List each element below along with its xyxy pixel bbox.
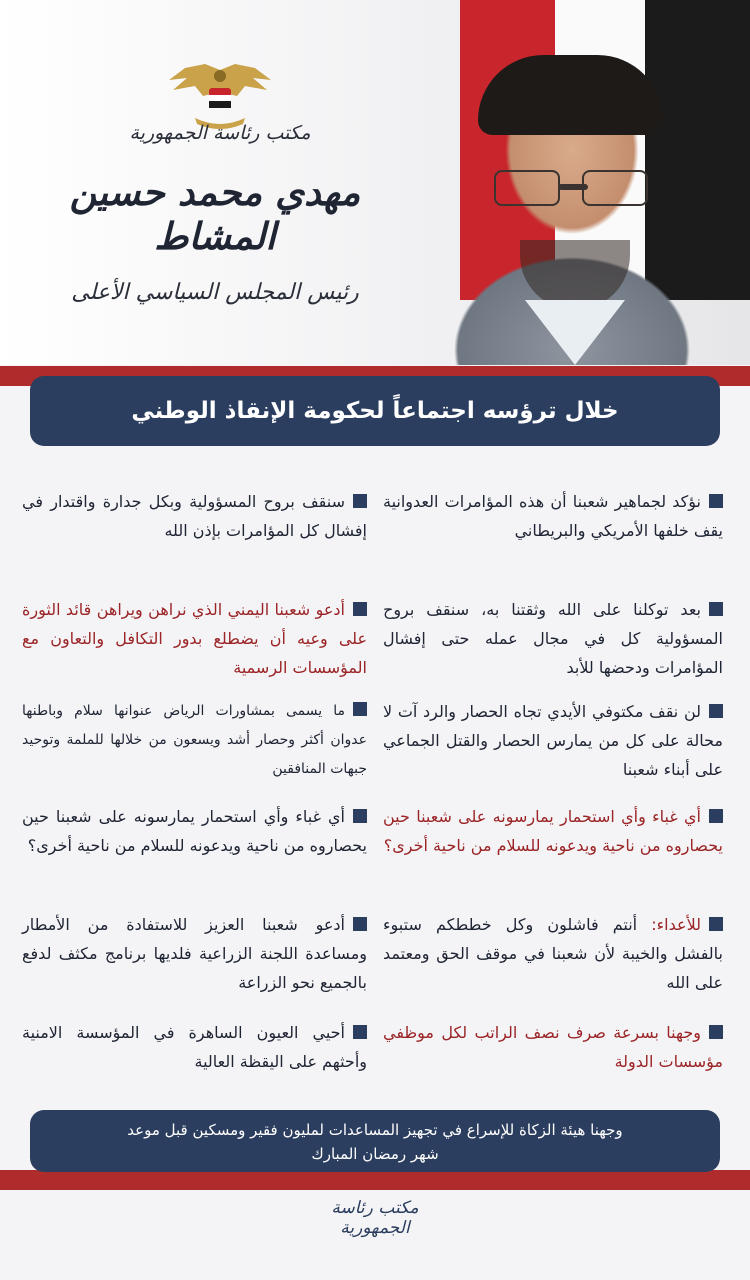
office-name: مكتب رئاسة الجمهورية [129,122,311,144]
statement-text: سنقف بروح المسؤولية وبكل جدارة واقتدار في إفشال كل المؤامرات بإذن الله [22,492,367,540]
bullet-square-icon [353,602,367,616]
bullet-square-icon [709,917,723,931]
leader-title: رئيس المجلس السياسي الأعلى [71,280,359,305]
statement-right-2 [383,595,723,682]
portrait-glasses [486,170,656,206]
bullet-square-icon [353,809,367,823]
statement-left-4 [22,802,367,860]
leader-name: مهدي محمد حسين المشاط [69,170,361,259]
statement-text: ما يسمى بمشاورات الرياض عنوانها سلام وباطنها عدوان أكثر وحصار أشد ويسعون من خلالها للملمة وتوحيد جبهات المنافقين [22,703,367,777]
bullet-square-icon [709,809,723,823]
bullet-square-icon [709,494,723,508]
statement-right-3 [383,697,723,784]
bullet-square-icon [353,702,367,716]
statement-left-6 [22,1018,367,1076]
statement-text: أي غباء وأي استحمار يمارسونه على شعبنا حين يحصاروه من ناحية ويدعونه للسلام من ناحية أخرى؟ [383,807,723,855]
statement-text: أدعو شعبنا اليمني الذي نراهن ويراهن قائد الثورة على وعيه أن يضطلع بدور التكافل والتعاون مع المؤسسات الرسمية [22,600,367,677]
statement-text: أحيي العيون الساهرة في المؤسسة الامنية وأحثهم على اليقظة العالية [22,1023,367,1071]
bottom-banner [30,1110,720,1172]
statement-right-6 [383,1018,723,1076]
statement-text: لن نقف مكتوفي الأيدي تجاه الحصار والرد آت لا محالة على كل من يمارس الحصار والقتل الجماعي على أبناء شعبنا [383,702,723,779]
footer-office-logo: مكتب رئاسة الجمهورية [331,1198,419,1238]
statement-left-1 [22,487,367,545]
header [0,0,750,365]
portrait-hair [478,55,663,135]
statement-text: أنتم فاشلون وكل خططكم ستبوء بالفشل والخيبة لأن شعبنا في موقف الحق ومعتمد على الله [383,915,723,992]
bullet-square-icon [353,494,367,508]
statement-left-3 [22,697,367,784]
bottom-banner-line-1: وجهنا هيئة الزكاة للإسراع في تجهيز المساعدات لمليون فقير ومسكين قبل موعد [127,1121,623,1139]
statement-right-1 [383,487,723,545]
statement-text: بعد توكلنا على الله وثقتنا به، سنقف بروح المسؤولية كل في مجال عمله حتى إفشال المؤامرات ودحضها للأبد [383,600,723,677]
bullet-square-icon [709,602,723,616]
statement-left-5 [22,910,367,997]
statement-text: أدعو شعبنا العزيز للاستفادة من الأمطار ومساعدة اللجنة الزراعية فلديها برنامج مكثف لدفع بالجميع نحو الزراعة [22,915,367,992]
statement-left-2 [22,595,367,682]
headline-banner: خلال ترؤسه اجتماعاً لحكومة الإنقاذ الوطني [30,376,720,446]
bullet-square-icon [709,1025,723,1039]
statement-right-4 [383,802,723,860]
bullet-square-icon [353,1025,367,1039]
statement-text: نؤكد لجماهير شعبنا أن هذه المؤامرات العدوانية يقف خلفها الأمريكي والبريطاني [383,492,723,540]
red-divider-bottom [0,1170,750,1190]
statement-right-5 [383,910,723,997]
statement-keyword: للأعداء: [651,915,701,934]
statement-text: أي غباء وأي استحمار يمارسونه على شعبنا حين يحصاروه من ناحية ويدعونه للسلام من ناحية أخرى؟ [22,807,367,855]
bullet-square-icon [709,704,723,718]
bottom-banner-line-2: شهر رمضان المبارك [311,1145,439,1163]
statement-text: وجهنا بسرعة صرف نصف الراتب لكل موظفي مؤسسات الدولة [383,1023,723,1071]
bullet-square-icon [353,917,367,931]
